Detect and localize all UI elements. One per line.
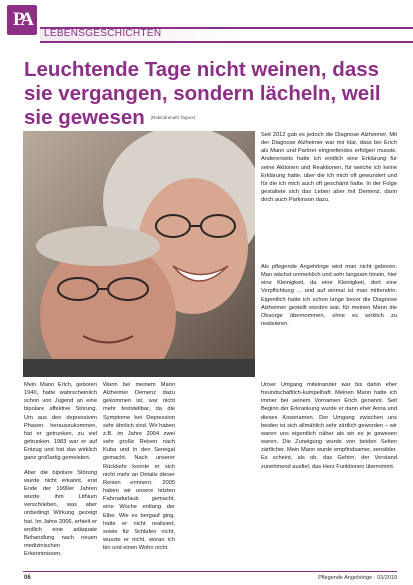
article-column-3-middle xyxy=(261,263,397,334)
section-label: LEBENSGESCHICHTEN xyxy=(44,28,162,39)
magazine-logo xyxy=(7,5,37,35)
issue-label: Pflegende Angehörige · 03/2019 xyxy=(318,575,397,581)
article-headline xyxy=(24,58,396,130)
paragraph: Seit 2012 gab es jedoch die Diagnose Alzheimer. Mit der Diagnose Alzheimer war mir klar, dass bei Erich als Mann und Partner eingreifendes erfolgen musste. Andererseits hatte ich endlich eine Erklärung für seine Aktionen und Reaktionen, für welche ich keine Erklärung hatte, über die ich mich oft gewundert und für die ich mich auch oft geschämt hatte. In der Folge gestaltete sich das Leben aber mit Demenz, dann doch auch Parkinson dazu. xyxy=(261,132,397,204)
paragraph: Aber die bipolare Störung wurde nicht erkannt, erst Ende der 1990er Jahren wurde ihm Lithium verschrieben, was aber unbedingt Wirkung gezeigt hat. Im Jahre 2006, erhielt er endlich eine adäquate Behandlung nach neuen medizinischen Erkenntnissen. xyxy=(24,469,97,558)
article-photo xyxy=(23,131,255,377)
headline-title: Leuchtende Tage nicht weinen, dass sie vergangen, sondern lächeln, weil sie gewesen xyxy=(24,58,381,129)
logo-text: PA xyxy=(13,9,31,30)
article-column-2 xyxy=(103,381,175,558)
article-column-3-top xyxy=(261,131,397,210)
paragraph: Als pflegende Angehörige wird man nicht geboren. Man wächst unmerklich und sehr langsam hinein, hier eine Kleinigkeit, da eine Kleinigkeit, dort eine Verpflichtung ... und auf einmal ist man mittendrin. Eigentlich hatte ich schon lange bevor die Diagnose Alzheimer gestellt worden war, für meinen Mann die Obsorge übernommen, ohne es wirklich zu realisieren. xyxy=(261,264,397,328)
footer-rule xyxy=(23,571,397,572)
article-column-3-bottom xyxy=(261,381,397,477)
paragraph: Mein Mann Erich, geboren 1940, hatte wahrscheinlich schon von Jugend an eine bipolare affektive Störung. Um aus den depressiven Phasen herauszukommen, hat er getrunken, zu viel getrunken. 1983 war er auf Entzug und hat das wirklich ganz großartig gemeistert. xyxy=(24,382,97,462)
article-column-1 xyxy=(24,381,97,564)
paragraph: Unser Umgang miteinander war bis dahin eher freundschaftlich-kumpelhaft. Meinen Mann hatte ich immer bei seinem Vornamen Erich genannt. Seit Beginn der Erkrankung wurde er dann eher Anna und dieses Kosenamen. Der Umgang zwischen uns beiden ist sich allmählich sehr zärtlich geworden – wir waren uns eigentlich näher als wir es je gewesen waren. Die Zuneigung wurde von beiden Seiten zärtlicher. Mein Mann wurde empfindsamer, sensibler. Es scheint, als ob, das Gehirn, der Verstand zunehmend ausfiel, das Herz Funktionen übernimmt. xyxy=(261,382,397,470)
paragraph: Wann bei meinem Mann Alzheimer Demenz dazu gekommen ist, war nicht mehr feststellbar, da die Symptome bei Depression sehr ähnlich sind. Wir haben z.B. im Jahre 2004 zwei sehr große Reisen nach Kuba und in den Senegal gemacht. Nach unserer Rückkehr konnte er sich nicht mehr an Details dieser Reisen erinnern. 2005 haben wir unsere letzten Fahrradurlaub gemacht, eine Woche entlang der Elbe. Wie es bergauf ging, hatte er nicht realisiert, sowie für Schlafen nicht, wusste er nicht, woran ich bin und einen Wohn nicht. xyxy=(103,382,175,552)
headline-quote-author: (Rabindranath Tagore) xyxy=(150,115,196,120)
couple-photo-illustration xyxy=(23,131,255,377)
section-header xyxy=(40,27,413,43)
page-number: 06 xyxy=(24,575,31,581)
